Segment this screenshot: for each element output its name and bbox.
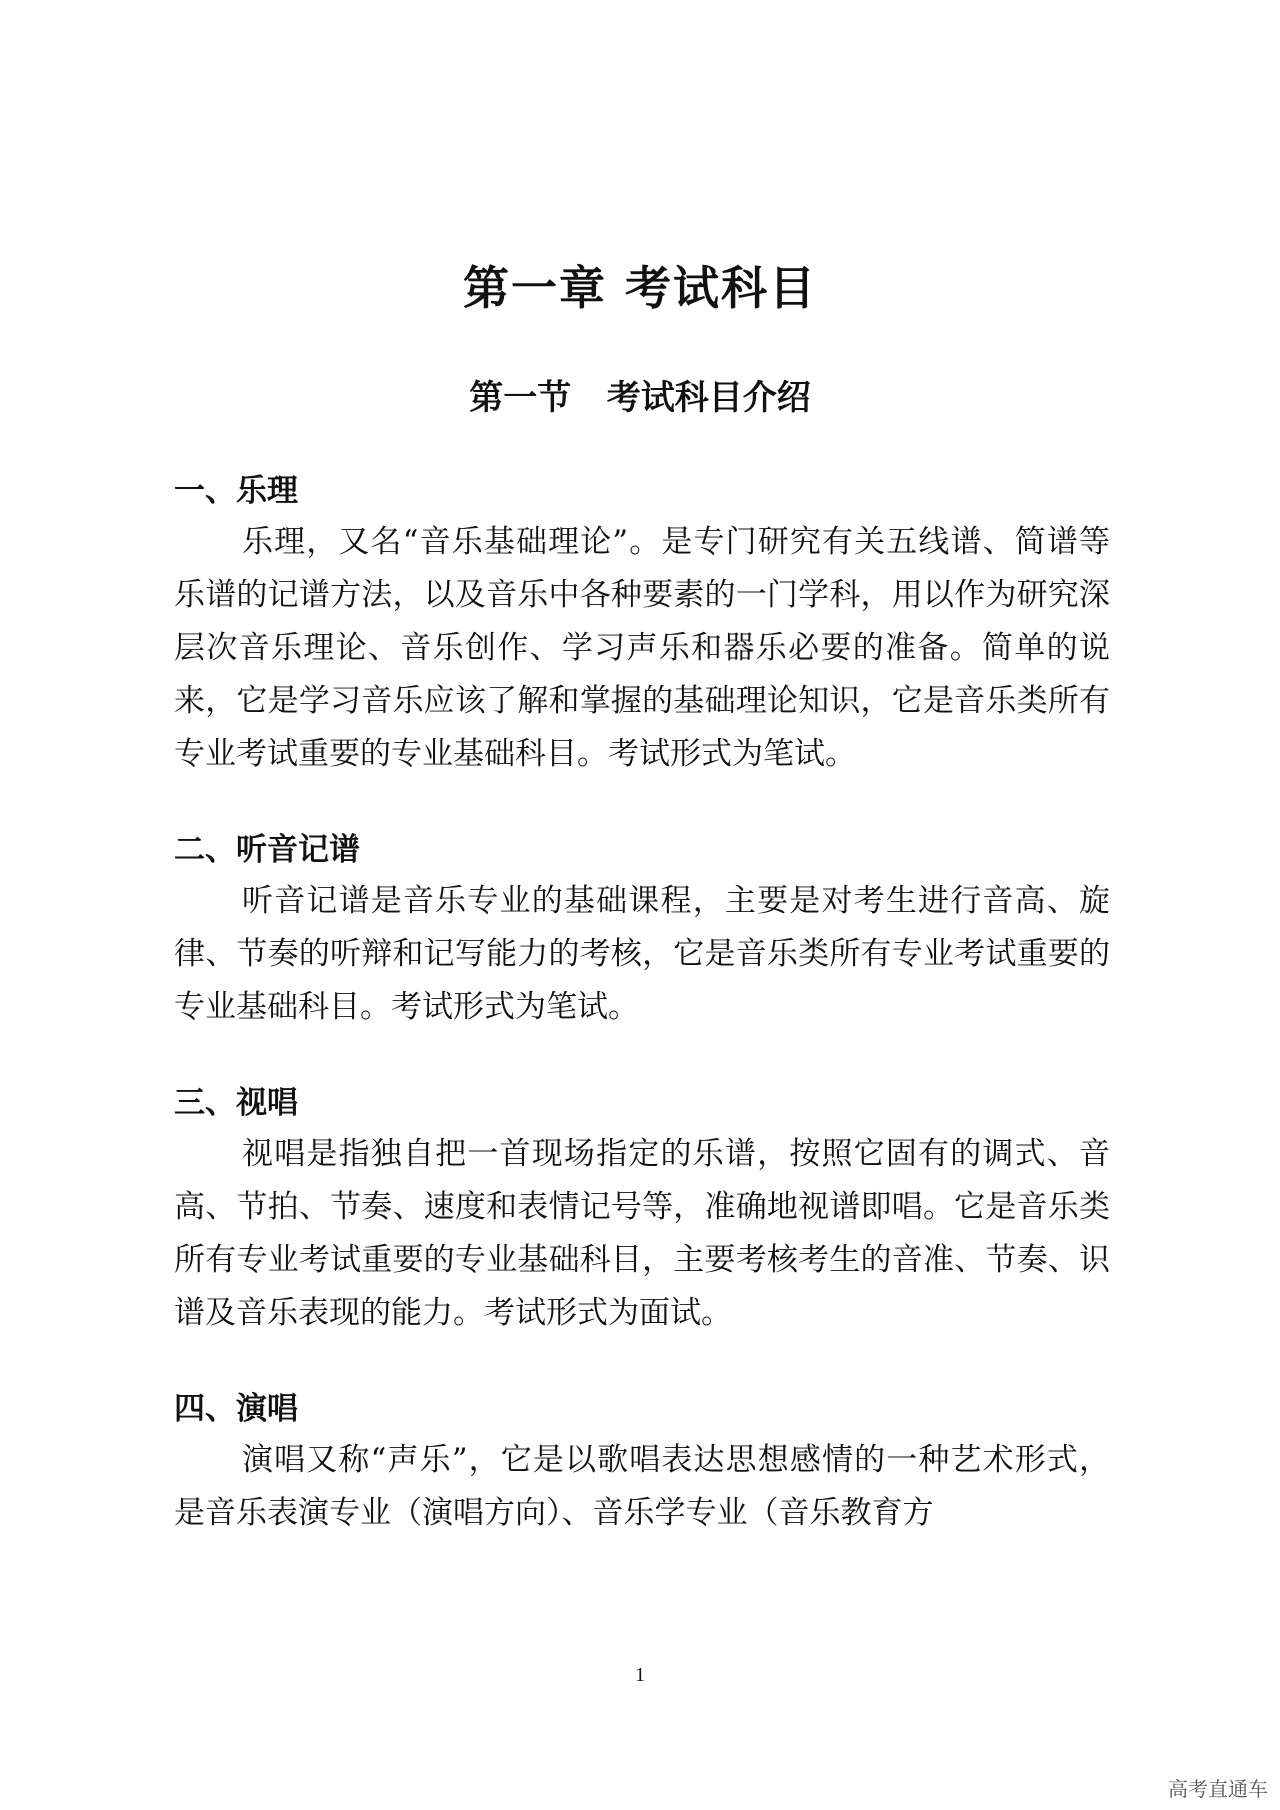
section-gap bbox=[174, 1034, 1110, 1078]
heading-ear-training: 二、听音记谱 bbox=[174, 832, 360, 868]
watermark: 高考直通车 bbox=[1168, 1777, 1268, 1801]
heading-vocal-performance: 四、演唱 bbox=[174, 1391, 298, 1427]
paragraph-sight-singing: 视唱是指独自把一首现场指定的乐谱，按照它固有的调式、音高、节拍、节奏、速度和表情记号等，准确地视谱即唱。它是音乐类所有专业考试重要的专业基础科目，主要考核考生的音准、节奏、识谱及音乐表现的能力。考试形式为面试。 bbox=[174, 1136, 1110, 1331]
heading-sight-singing: 三、视唱 bbox=[174, 1085, 298, 1121]
page-number: 1 bbox=[635, 1664, 645, 1686]
section-gap bbox=[174, 1340, 1110, 1384]
section-gap bbox=[174, 781, 1110, 825]
document-content bbox=[174, 466, 1110, 1540]
chapter-title: 第一章 考试科目 bbox=[462, 261, 817, 315]
paragraph-ear-training: 听音记谱是音乐专业的基础课程，主要是对考生进行音高、旋律、节奏的听辩和记写能力的考核，它是音乐类所有专业考试重要的专业基础科目。考试形式为笔试。 bbox=[174, 883, 1110, 1025]
section-title: 第一节 考试科目介绍 bbox=[469, 378, 811, 418]
paragraph-music-theory: 乐理，又名“音乐基础理论”。是专门研究有关五线谱、简谱等乐谱的记谱方法，以及音乐中各种要素的一门学科，用以作为研究深层次音乐理论、音乐创作、学习声乐和器乐必要的准备。简单的说来，它是学习音乐应该了解和掌握的基础理论知识，它是音乐类所有专业考试重要的专业基础科目。考试形式为笔试。 bbox=[174, 524, 1110, 772]
heading-music-theory: 一、乐理 bbox=[174, 473, 298, 509]
paragraph-vocal-performance: 演唱又称“声乐”，它是以歌唱表达思想感情的一种艺术形式，是音乐表演专业（演唱方向）、音乐学专业（音乐教育方 bbox=[174, 1442, 1110, 1531]
